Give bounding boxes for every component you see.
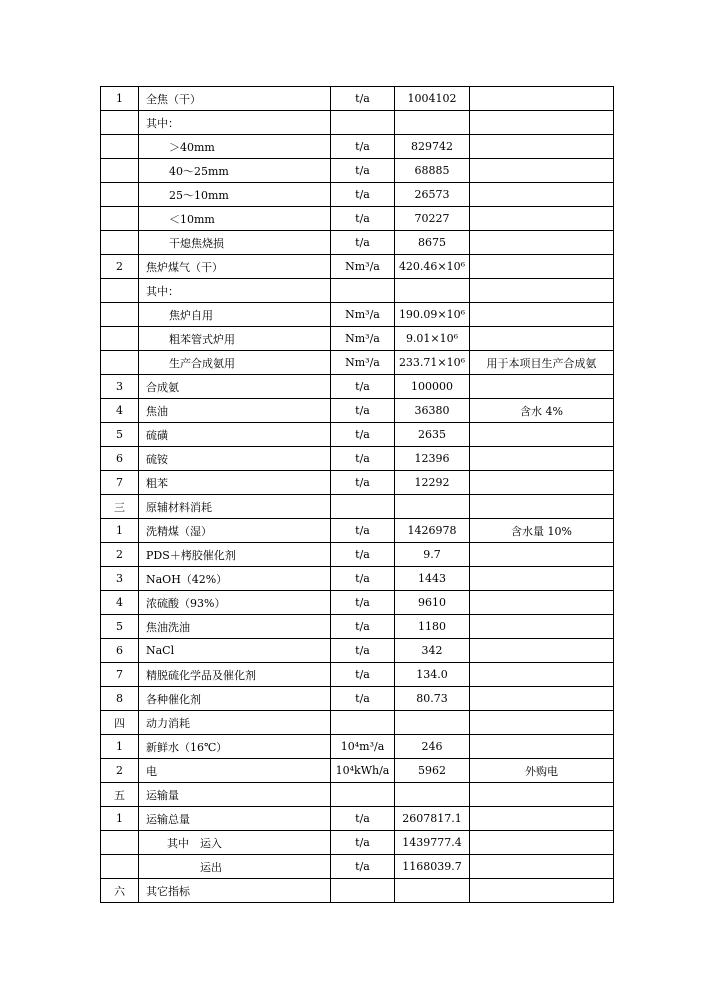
note-cell — [470, 207, 614, 231]
row-number-cell: 4 — [101, 591, 139, 615]
row-number-cell — [101, 279, 139, 303]
value-cell: 829742 — [395, 135, 470, 159]
row-number-cell: 3 — [101, 375, 139, 399]
row-number-cell: 4 — [101, 399, 139, 423]
unit-cell: t/a — [331, 159, 395, 183]
unit-cell: t/a — [331, 831, 395, 855]
item-name-cell: 焦油 — [139, 399, 331, 423]
table-row — [101, 735, 614, 759]
value-cell: 12292 — [395, 471, 470, 495]
note-cell: 外购电 — [470, 759, 614, 783]
value-cell: 420.46×10⁶ — [395, 255, 470, 279]
unit-cell: t/a — [331, 591, 395, 615]
value-cell: 233.71×10⁶ — [395, 351, 470, 375]
item-name-cell: 粗苯 — [139, 471, 331, 495]
unit-cell: t/a — [331, 447, 395, 471]
row-number-cell — [101, 351, 139, 375]
unit-cell: Nm³/a — [331, 303, 395, 327]
item-name-cell: 电 — [139, 759, 331, 783]
item-name-cell: 其中： — [139, 279, 331, 303]
table-row — [101, 639, 614, 663]
unit-cell — [331, 783, 395, 807]
value-cell: 1443 — [395, 567, 470, 591]
unit-cell: t/a — [331, 807, 395, 831]
note-cell — [470, 471, 614, 495]
unit-cell: t/a — [331, 423, 395, 447]
table-row — [101, 879, 614, 903]
table-row — [101, 87, 614, 111]
value-cell: 9610 — [395, 591, 470, 615]
note-cell — [470, 639, 614, 663]
table-row — [101, 615, 614, 639]
value-cell: 1180 — [395, 615, 470, 639]
table-body — [101, 87, 614, 903]
value-cell: 26573 — [395, 183, 470, 207]
value-cell: 100000 — [395, 375, 470, 399]
item-name-cell: 粗苯管式炉用 — [139, 327, 331, 351]
row-number-cell: 2 — [101, 255, 139, 279]
item-name-cell: 运出 — [139, 855, 331, 879]
unit-cell: Nm³/a — [331, 351, 395, 375]
unit-cell: t/a — [331, 567, 395, 591]
note-cell — [470, 711, 614, 735]
table-row — [101, 303, 614, 327]
value-cell: 134.0 — [395, 663, 470, 687]
value-cell — [395, 111, 470, 135]
item-name-cell: 运输量 — [139, 783, 331, 807]
row-number-cell: 1 — [101, 735, 139, 759]
value-cell: 68885 — [395, 159, 470, 183]
value-cell: 70227 — [395, 207, 470, 231]
value-cell — [395, 783, 470, 807]
item-name-cell: 其中 运入 — [139, 831, 331, 855]
note-cell — [470, 183, 614, 207]
table-row — [101, 255, 614, 279]
unit-cell: t/a — [331, 639, 395, 663]
note-cell — [470, 735, 614, 759]
value-cell: 246 — [395, 735, 470, 759]
note-cell — [470, 879, 614, 903]
row-number-cell: 三 — [101, 495, 139, 519]
unit-cell — [331, 711, 395, 735]
note-cell — [470, 615, 614, 639]
item-name-cell: ＞40mm — [139, 135, 331, 159]
unit-cell: 10⁴kWh/a — [331, 759, 395, 783]
item-name-cell: 运输总量 — [139, 807, 331, 831]
item-name-cell: 洗精煤（湿） — [139, 519, 331, 543]
note-cell: 含水 4% — [470, 399, 614, 423]
note-cell — [470, 591, 614, 615]
item-name-cell: 其它指标 — [139, 879, 331, 903]
unit-cell: t/a — [331, 615, 395, 639]
value-cell — [395, 279, 470, 303]
row-number-cell: 1 — [101, 807, 139, 831]
table-row — [101, 111, 614, 135]
value-cell: 8675 — [395, 231, 470, 255]
unit-cell: t/a — [331, 183, 395, 207]
unit-cell: t/a — [331, 231, 395, 255]
value-cell: 80.73 — [395, 687, 470, 711]
row-number-cell: 7 — [101, 471, 139, 495]
item-name-cell: 精脱硫化学品及催化剂 — [139, 663, 331, 687]
row-number-cell: 6 — [101, 639, 139, 663]
value-cell: 2635 — [395, 423, 470, 447]
note-cell — [470, 543, 614, 567]
table-row — [101, 327, 614, 351]
unit-cell: Nm³/a — [331, 327, 395, 351]
row-number-cell: 四 — [101, 711, 139, 735]
row-number-cell: 五 — [101, 783, 139, 807]
row-number-cell — [101, 183, 139, 207]
row-number-cell: 1 — [101, 87, 139, 111]
row-number-cell — [101, 855, 139, 879]
item-name-cell: PDS＋栲胶催化剂 — [139, 543, 331, 567]
unit-cell — [331, 111, 395, 135]
note-cell — [470, 159, 614, 183]
table-row — [101, 423, 614, 447]
table-row — [101, 519, 614, 543]
value-cell: 1426978 — [395, 519, 470, 543]
value-cell: 342 — [395, 639, 470, 663]
note-cell — [470, 567, 614, 591]
table-row — [101, 807, 614, 831]
unit-cell: t/a — [331, 519, 395, 543]
item-name-cell: 焦油洗油 — [139, 615, 331, 639]
unit-cell — [331, 495, 395, 519]
note-cell — [470, 87, 614, 111]
value-cell: 1439777.4 — [395, 831, 470, 855]
unit-cell: t/a — [331, 375, 395, 399]
note-cell — [470, 231, 614, 255]
value-cell — [395, 495, 470, 519]
row-number-cell: 1 — [101, 519, 139, 543]
table-row — [101, 471, 614, 495]
table-row — [101, 543, 614, 567]
item-name-cell: 原辅材料消耗 — [139, 495, 331, 519]
item-name-cell: 新鲜水（16℃） — [139, 735, 331, 759]
table-row — [101, 783, 614, 807]
item-name-cell: 焦炉自用 — [139, 303, 331, 327]
note-cell — [470, 807, 614, 831]
row-number-cell — [101, 111, 139, 135]
table-row — [101, 567, 614, 591]
unit-cell: t/a — [331, 399, 395, 423]
table-row — [101, 711, 614, 735]
item-name-cell: 浓硫酸（93%） — [139, 591, 331, 615]
item-name-cell: 动力消耗 — [139, 711, 331, 735]
note-cell — [470, 327, 614, 351]
value-cell: 1004102 — [395, 87, 470, 111]
table-row — [101, 183, 614, 207]
table-row — [101, 855, 614, 879]
table-row — [101, 663, 614, 687]
unit-cell — [331, 879, 395, 903]
table-row — [101, 279, 614, 303]
note-cell — [470, 303, 614, 327]
row-number-cell — [101, 831, 139, 855]
note-cell — [470, 687, 614, 711]
note-cell — [470, 663, 614, 687]
unit-cell: t/a — [331, 543, 395, 567]
table-row — [101, 591, 614, 615]
note-cell — [470, 831, 614, 855]
table-row — [101, 495, 614, 519]
unit-cell: Nm³/a — [331, 255, 395, 279]
value-cell: 36380 — [395, 399, 470, 423]
item-name-cell: 焦炉煤气（干） — [139, 255, 331, 279]
table-row — [101, 351, 614, 375]
note-cell — [470, 855, 614, 879]
row-number-cell — [101, 135, 139, 159]
value-cell: 9.01×10⁶ — [395, 327, 470, 351]
row-number-cell: 6 — [101, 447, 139, 471]
unit-cell: t/a — [331, 207, 395, 231]
note-cell: 含水量 10% — [470, 519, 614, 543]
value-cell: 190.09×10⁶ — [395, 303, 470, 327]
row-number-cell: 8 — [101, 687, 139, 711]
table-row — [101, 231, 614, 255]
row-number-cell: 六 — [101, 879, 139, 903]
unit-cell: t/a — [331, 471, 395, 495]
value-cell: 2607817.1 — [395, 807, 470, 831]
note-cell — [470, 111, 614, 135]
item-name-cell: 25～10mm — [139, 183, 331, 207]
item-name-cell: ＜10mm — [139, 207, 331, 231]
note-cell — [470, 495, 614, 519]
row-number-cell: 5 — [101, 423, 139, 447]
row-number-cell — [101, 231, 139, 255]
value-cell: 12396 — [395, 447, 470, 471]
row-number-cell — [101, 327, 139, 351]
item-name-cell: 硫铵 — [139, 447, 331, 471]
unit-cell: t/a — [331, 87, 395, 111]
value-cell: 9.7 — [395, 543, 470, 567]
note-cell — [470, 783, 614, 807]
unit-cell — [331, 279, 395, 303]
row-number-cell: 2 — [101, 543, 139, 567]
unit-cell: 10⁴m³/a — [331, 735, 395, 759]
row-number-cell — [101, 303, 139, 327]
value-cell — [395, 879, 470, 903]
item-name-cell: 40～25mm — [139, 159, 331, 183]
note-cell — [470, 423, 614, 447]
item-name-cell: 干熄焦烧损 — [139, 231, 331, 255]
item-name-cell: 合成氨 — [139, 375, 331, 399]
row-number-cell: 7 — [101, 663, 139, 687]
value-cell — [395, 711, 470, 735]
value-cell: 5962 — [395, 759, 470, 783]
row-number-cell — [101, 207, 139, 231]
row-number-cell: 3 — [101, 567, 139, 591]
note-cell — [470, 375, 614, 399]
item-name-cell: NaOH（42%） — [139, 567, 331, 591]
note-cell — [470, 279, 614, 303]
row-number-cell: 5 — [101, 615, 139, 639]
note-cell: 用于本项目生产合成氨 — [470, 351, 614, 375]
table-row — [101, 399, 614, 423]
table-row — [101, 375, 614, 399]
table-row — [101, 759, 614, 783]
item-name-cell: NaCl — [139, 639, 331, 663]
note-cell — [470, 135, 614, 159]
note-cell — [470, 255, 614, 279]
table-row — [101, 207, 614, 231]
row-number-cell — [101, 159, 139, 183]
unit-cell: t/a — [331, 855, 395, 879]
table-row — [101, 135, 614, 159]
item-name-cell: 其中： — [139, 111, 331, 135]
table-row — [101, 159, 614, 183]
item-name-cell: 各种催化剂 — [139, 687, 331, 711]
unit-cell: t/a — [331, 687, 395, 711]
unit-cell: t/a — [331, 663, 395, 687]
table-row — [101, 687, 614, 711]
item-name-cell: 硫磺 — [139, 423, 331, 447]
note-cell — [470, 447, 614, 471]
item-name-cell: 生产合成氨用 — [139, 351, 331, 375]
table-row — [101, 831, 614, 855]
value-cell: 1168039.7 — [395, 855, 470, 879]
row-number-cell: 2 — [101, 759, 139, 783]
item-name-cell: 全焦（干） — [139, 87, 331, 111]
table-row — [101, 447, 614, 471]
indicator-table — [100, 86, 614, 903]
unit-cell: t/a — [331, 135, 395, 159]
